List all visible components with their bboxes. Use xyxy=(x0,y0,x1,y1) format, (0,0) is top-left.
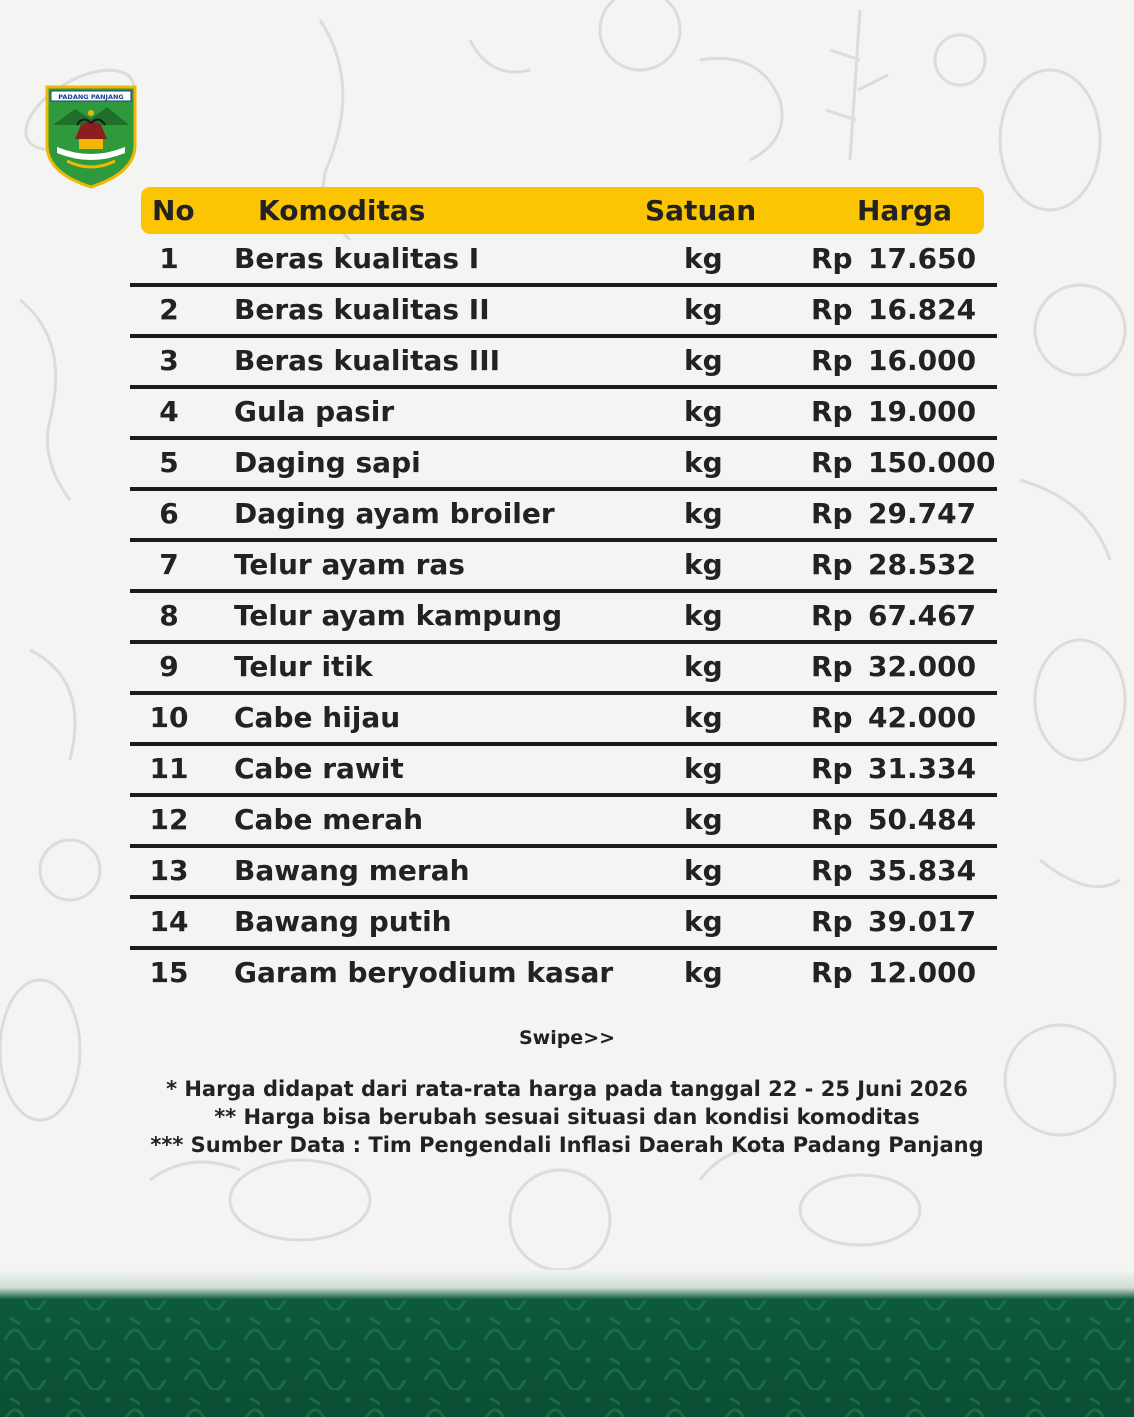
table-row xyxy=(130,236,997,287)
table-row xyxy=(130,542,997,593)
row-currency: Rp xyxy=(811,599,853,632)
row-harga: 32.000 xyxy=(868,650,977,683)
row-no: 2 xyxy=(159,293,179,326)
table-row xyxy=(130,338,997,389)
table-row xyxy=(130,950,997,1001)
row-currency: Rp xyxy=(811,803,853,836)
row-komoditas: Beras kualitas III xyxy=(234,344,501,377)
row-currency: Rp xyxy=(811,701,853,734)
row-satuan: kg xyxy=(684,854,723,887)
row-satuan: kg xyxy=(684,395,723,428)
row-currency: Rp xyxy=(811,344,853,377)
row-harga: 12.000 xyxy=(868,956,977,989)
price-table xyxy=(130,236,997,1001)
row-no: 6 xyxy=(159,497,179,530)
table-row xyxy=(130,848,997,899)
table-row xyxy=(130,746,997,797)
row-no: 4 xyxy=(159,395,179,428)
row-no: 7 xyxy=(159,548,179,581)
row-komoditas: Cabe rawit xyxy=(234,752,404,785)
row-harga: 17.650 xyxy=(868,242,977,275)
footnote-2: ** Harga bisa berubah sesuai situasi dan kondisi komoditas xyxy=(214,1105,920,1129)
row-no: 11 xyxy=(149,752,189,785)
header-no: No xyxy=(152,194,195,227)
row-komoditas: Bawang merah xyxy=(234,854,470,887)
row-currency: Rp xyxy=(811,293,853,326)
row-currency: Rp xyxy=(811,497,853,530)
swipe-hint: Swipe>> xyxy=(518,1027,616,1049)
row-harga: 28.532 xyxy=(868,548,977,581)
table-row xyxy=(130,593,997,644)
footnote-3: *** Sumber Data : Tim Pengendali Inflasi Daerah Kota Padang Panjang xyxy=(150,1133,984,1157)
row-satuan: kg xyxy=(684,701,723,734)
row-satuan: kg xyxy=(684,446,723,479)
row-harga: 19.000 xyxy=(868,395,977,428)
row-satuan: kg xyxy=(684,293,723,326)
row-harga: 39.017 xyxy=(868,905,977,938)
row-harga: 35.834 xyxy=(868,854,977,887)
footnotes xyxy=(0,1075,1134,1159)
row-harga: 16.824 xyxy=(868,293,977,326)
green-footer-band xyxy=(0,1270,1134,1417)
row-komoditas: Daging sapi xyxy=(234,446,421,479)
row-harga: 150.000 xyxy=(868,446,996,479)
table-row xyxy=(130,389,997,440)
row-satuan: kg xyxy=(684,344,723,377)
row-currency: Rp xyxy=(811,548,853,581)
svg-text:PADANG PANJANG: PADANG PANJANG xyxy=(58,93,124,101)
row-satuan: kg xyxy=(684,905,723,938)
row-harga: 31.334 xyxy=(868,752,977,785)
row-komoditas: Telur ayam kampung xyxy=(234,599,563,632)
table-row xyxy=(130,644,997,695)
row-satuan: kg xyxy=(684,752,723,785)
row-satuan: kg xyxy=(684,599,723,632)
row-no: 5 xyxy=(159,446,179,479)
row-satuan: kg xyxy=(684,548,723,581)
row-komoditas: Telur itik xyxy=(234,650,373,683)
row-no: 1 xyxy=(159,242,179,275)
row-currency: Rp xyxy=(811,956,853,989)
header-harga: Harga xyxy=(857,194,953,227)
row-no: 10 xyxy=(149,701,189,734)
table-row xyxy=(130,287,997,338)
table-row xyxy=(130,695,997,746)
row-komoditas: Cabe hijau xyxy=(234,701,401,734)
row-no: 8 xyxy=(159,599,179,632)
row-satuan: kg xyxy=(684,497,723,530)
row-komoditas: Daging ayam broiler xyxy=(234,497,555,530)
row-satuan: kg xyxy=(684,650,723,683)
row-satuan: kg xyxy=(684,803,723,836)
row-currency: Rp xyxy=(811,650,853,683)
row-no: 12 xyxy=(149,803,189,836)
table-row xyxy=(130,899,997,950)
row-komoditas: Beras kualitas II xyxy=(234,293,490,326)
row-currency: Rp xyxy=(811,905,853,938)
row-no: 14 xyxy=(149,905,189,938)
table-header xyxy=(141,187,984,234)
header-komoditas: Komoditas xyxy=(258,194,426,227)
row-currency: Rp xyxy=(811,752,853,785)
header-satuan: Satuan xyxy=(645,194,757,227)
footnote-1: * Harga didapat dari rata-rata harga pada tanggal 22 - 25 Juni 2026 xyxy=(166,1077,968,1101)
row-currency: Rp xyxy=(811,242,853,275)
row-komoditas: Beras kualitas I xyxy=(234,242,480,275)
padang-panjang-logo xyxy=(45,85,137,189)
row-komoditas: Garam beryodium kasar xyxy=(234,956,614,989)
row-komoditas: Cabe merah xyxy=(234,803,424,836)
row-currency: Rp xyxy=(811,446,853,479)
row-satuan: kg xyxy=(684,956,723,989)
row-komoditas: Gula pasir xyxy=(234,395,395,428)
row-harga: 50.484 xyxy=(868,803,977,836)
row-no: 15 xyxy=(149,956,189,989)
table-row xyxy=(130,491,997,542)
table-row xyxy=(130,440,997,491)
row-currency: Rp xyxy=(811,395,853,428)
row-harga: 67.467 xyxy=(868,599,977,632)
row-komoditas: Bawang putih xyxy=(234,905,452,938)
row-no: 13 xyxy=(149,854,189,887)
row-no: 3 xyxy=(159,344,179,377)
row-harga: 16.000 xyxy=(868,344,977,377)
row-komoditas: Telur ayam ras xyxy=(234,548,465,581)
row-no: 9 xyxy=(159,650,179,683)
row-satuan: kg xyxy=(684,242,723,275)
row-harga: 29.747 xyxy=(868,497,977,530)
row-harga: 42.000 xyxy=(868,701,977,734)
row-currency: Rp xyxy=(811,854,853,887)
table-row xyxy=(130,797,997,848)
